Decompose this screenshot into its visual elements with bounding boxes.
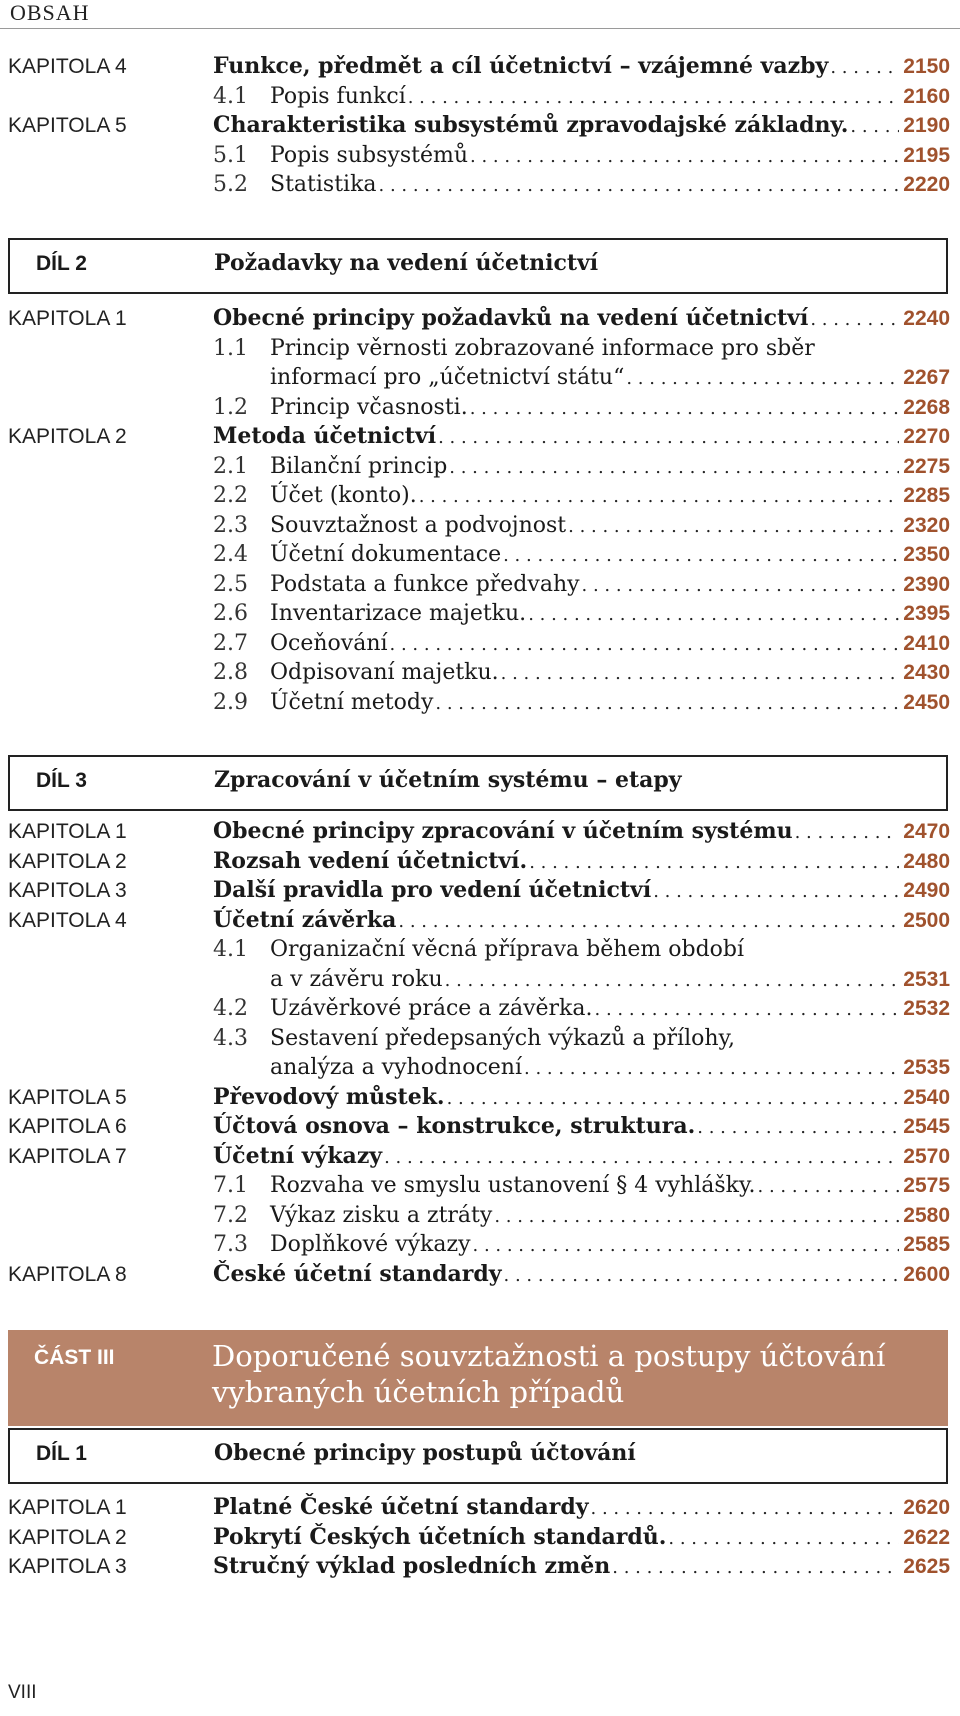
dot-leader — [582, 571, 900, 601]
entry-content — [213, 141, 950, 172]
dil-title: Obecné principy postupů účtování — [214, 1440, 636, 1466]
entry-title: Odpisovaní majetku. — [270, 660, 499, 685]
entry-content — [213, 304, 950, 335]
section-number: 1.2 — [213, 394, 248, 420]
page-ref: 2190 — [903, 114, 950, 137]
page-ref: 2532 — [903, 997, 950, 1020]
section-number: 2.2 — [213, 483, 248, 508]
dot-leader — [473, 1231, 900, 1261]
dot-leader — [524, 1054, 899, 1084]
dil-title: Zpracování v účetním systému – etapy — [214, 767, 682, 793]
entry-title: Platné České účetní standardy — [213, 1494, 589, 1520]
entry-title: Metoda účetnictví — [213, 423, 437, 449]
entry-title: Funkce, předmět a cíl účetnictví – vzájemné vazby — [213, 53, 829, 79]
page-ref: 2545 — [903, 1115, 950, 1138]
entry-content — [213, 1493, 950, 1524]
chapter-label: KAPITOLA 1 — [8, 307, 127, 330]
page-ref: 2622 — [903, 1525, 950, 1549]
entry-content — [213, 481, 950, 512]
entry-title: Další pravidla pro vedení účetnictví — [213, 877, 652, 903]
entry-title: Rozsah vedení účetnictví. — [213, 847, 528, 874]
dot-leader — [390, 630, 900, 660]
dot-leader — [591, 1494, 900, 1524]
page-ref: 2470 — [903, 820, 950, 843]
entry-content — [213, 170, 950, 201]
entry-content — [213, 511, 950, 542]
page-ref: 2275 — [903, 454, 950, 478]
dot-leader — [445, 966, 900, 996]
chapter-label: KAPITOLA 3 — [8, 879, 127, 902]
page-ref: 2575 — [903, 1174, 950, 1197]
dot-leader — [568, 512, 899, 542]
entry-title: Převodový můstek. — [213, 1083, 445, 1110]
dot-leader — [810, 305, 899, 335]
entry-title: Doplňkové výkazy — [270, 1232, 471, 1257]
dot-leader — [504, 1261, 900, 1291]
dot-leader — [419, 482, 900, 512]
entry-title: Obecné principy požadavků na vedení účetnictví — [213, 305, 809, 331]
entry-title: Princip věrnosti zobrazované informace pro sběr — [270, 335, 815, 361]
page-ref: 2480 — [903, 849, 950, 873]
section-number: 4.1 — [213, 83, 248, 109]
entry-content — [213, 599, 950, 630]
entry-content — [213, 452, 950, 483]
dil-2-box — [8, 238, 948, 294]
page-ref: 2195 — [903, 143, 950, 167]
chapter-label: KAPITOLA 5 — [8, 114, 127, 137]
page-ref: 2625 — [903, 1555, 950, 1578]
entry-title: Obecné principy zpracování v účetním systému — [213, 818, 793, 844]
entry-title: Princip včasnosti. — [270, 394, 468, 420]
entry-content — [213, 52, 950, 83]
entry-content — [213, 965, 950, 996]
dot-leader — [668, 1524, 899, 1554]
entry-title: Podstata a funkce předvahy — [270, 571, 580, 597]
dot-leader — [408, 83, 900, 113]
page-ref: 2150 — [903, 55, 950, 78]
toc-entry — [0, 82, 960, 112]
toc-entry — [0, 876, 960, 906]
chapter-label: KAPITOLA 4 — [8, 55, 127, 78]
toc-entry — [0, 1201, 960, 1231]
entry-title: Účetní závěrka — [213, 906, 397, 933]
section-number: 7.2 — [213, 1202, 248, 1228]
section-number: 2.4 — [213, 542, 248, 567]
page-ref: 2535 — [903, 1056, 950, 1079]
page-ref: 2580 — [903, 1203, 950, 1227]
toc-entry — [0, 481, 960, 511]
toc-entry — [0, 52, 960, 82]
entry-content — [213, 1142, 950, 1173]
entry-content — [213, 629, 950, 660]
dot-leader — [494, 1202, 899, 1232]
entry-content — [213, 422, 950, 453]
dot-leader — [447, 1084, 900, 1114]
entry-content — [213, 82, 950, 113]
toc-entry — [0, 1523, 960, 1553]
toc-entry — [0, 658, 960, 688]
entry-content — [213, 847, 950, 878]
toc-block-4 — [0, 1493, 960, 1582]
chapter-label: KAPITOLA 2 — [8, 849, 127, 873]
entry-title: Stručný výklad posledních změn — [213, 1553, 611, 1579]
chapter-label: KAPITOLA 1 — [8, 1496, 127, 1519]
page-ref: 2540 — [903, 1085, 950, 1109]
entry-content — [213, 363, 950, 394]
section-number: 2.1 — [213, 453, 248, 479]
toc-entry — [0, 570, 960, 600]
toc-entry — [0, 965, 960, 995]
entry-content — [213, 393, 950, 424]
entry-title: Pokrytí Českých účetních standardů. — [213, 1523, 667, 1550]
entry-content — [213, 994, 950, 1025]
dil-label: DÍL 2 — [36, 252, 87, 275]
entry-content — [213, 111, 950, 142]
toc-entry — [0, 422, 960, 452]
page-ref: 2285 — [903, 484, 950, 507]
dil-3-box — [8, 755, 948, 811]
toc-entry — [0, 363, 960, 393]
toc-entry — [0, 452, 960, 482]
header-divider — [0, 28, 960, 29]
page-ref: 2267 — [903, 366, 950, 389]
chapter-label: KAPITOLA 4 — [8, 908, 127, 932]
section-number: 2.9 — [213, 689, 248, 715]
cast-label: ČÁST III — [34, 1346, 115, 1369]
chapter-label: KAPITOLA 8 — [8, 1262, 127, 1286]
toc-block-1 — [0, 52, 960, 200]
dot-leader — [529, 848, 899, 878]
page-ref: 2268 — [903, 395, 950, 419]
dot-leader — [697, 1113, 899, 1143]
entry-content — [213, 1112, 950, 1143]
toc-entry — [0, 935, 960, 965]
dot-leader — [850, 112, 899, 142]
cast-iii-band — [8, 1330, 948, 1426]
toc-entry — [0, 170, 960, 200]
toc-entry — [0, 994, 960, 1024]
dot-leader — [384, 1143, 899, 1173]
entry-content — [213, 906, 950, 937]
section-number: 5.2 — [213, 172, 248, 197]
cast-title: Doporučené souvztažnosti a postupy účtování vybraných účetních případů — [212, 1339, 886, 1409]
page-ref: 2531 — [903, 967, 950, 991]
page-ref: 2620 — [903, 1496, 950, 1519]
section-number: 7.1 — [213, 1173, 248, 1198]
page-ref: 2430 — [903, 661, 950, 684]
entry-title: Bilanční princip — [270, 453, 448, 479]
chapter-label: KAPITOLA 6 — [8, 1115, 127, 1138]
dot-leader — [470, 142, 899, 172]
toc-entry — [0, 688, 960, 718]
entry-title: Účtová osnova – konstrukce, struktura. — [213, 1113, 696, 1139]
entry-content — [213, 1523, 950, 1554]
page-ref: 2320 — [903, 513, 950, 537]
toc-entry — [0, 1260, 960, 1290]
entry-title: Uzávěrkové práce a závěrka. — [270, 996, 593, 1021]
section-number: 2.5 — [213, 571, 248, 597]
section-number: 2.8 — [213, 660, 248, 685]
dot-leader — [795, 818, 900, 848]
entry-title: Účet (konto). — [270, 483, 417, 508]
dot-leader — [503, 541, 899, 571]
section-number: 2.6 — [213, 601, 248, 626]
entry-content — [213, 334, 950, 364]
entry-title: Organizační věcná příprava během období — [270, 937, 745, 962]
toc-entry — [0, 511, 960, 541]
page-header: OBSAH — [10, 0, 90, 25]
entry-content — [213, 1024, 950, 1054]
dot-leader — [528, 600, 899, 630]
toc-entry — [0, 1112, 960, 1142]
toc-entry — [0, 906, 960, 936]
entry-title: analýza a vyhodnocení — [270, 1055, 522, 1080]
dot-leader — [612, 1553, 899, 1583]
entry-content — [213, 1260, 950, 1291]
entry-content — [213, 570, 950, 601]
section-number: 2.7 — [213, 630, 248, 656]
toc-block-3 — [0, 817, 960, 1289]
entry-title: Účetní metody — [270, 689, 434, 715]
entry-content — [213, 935, 950, 965]
chapter-label: KAPITOLA 2 — [8, 425, 127, 448]
dot-leader — [379, 171, 900, 201]
page-ref: 2585 — [903, 1233, 950, 1256]
section-number: 4.1 — [213, 937, 248, 962]
dil-label: DÍL 3 — [36, 769, 87, 792]
chapter-label: KAPITOLA 3 — [8, 1555, 127, 1578]
entry-title: Účetní výkazy — [213, 1142, 383, 1169]
toc-entry — [0, 817, 960, 847]
toc-entry — [0, 111, 960, 141]
entry-content — [213, 658, 950, 689]
dot-leader — [653, 877, 899, 907]
entry-title: Rozvaha ve smyslu ustanovení § 4 vyhlášky. — [270, 1173, 756, 1198]
page-ref: 2390 — [903, 572, 950, 596]
dot-leader — [435, 689, 899, 719]
toc-entry — [0, 334, 960, 364]
page-ref: 2160 — [903, 84, 950, 108]
toc-entry — [0, 1142, 960, 1172]
dot-leader — [758, 1172, 900, 1202]
toc-entry — [0, 393, 960, 423]
dil-label: DÍL 1 — [36, 1442, 87, 1465]
dot-leader — [830, 53, 899, 83]
dot-leader — [626, 364, 899, 394]
entry-title: Účetní dokumentace — [270, 542, 502, 567]
entry-content — [213, 540, 950, 571]
toc-entry — [0, 141, 960, 171]
entry-content — [213, 1201, 950, 1232]
entry-title: Popis subsystémů — [270, 142, 468, 168]
toc-entry — [0, 1493, 960, 1523]
section-number: 1.1 — [213, 335, 248, 361]
entry-content — [213, 688, 950, 719]
entry-title: Inventarizace majetku. — [270, 601, 527, 626]
page-ref: 2490 — [903, 879, 950, 902]
entry-content — [213, 817, 950, 848]
page-ref: 2600 — [903, 1262, 950, 1286]
dot-leader — [470, 394, 900, 424]
entry-content — [213, 1171, 950, 1202]
entry-title: České účetní standardy — [213, 1260, 502, 1287]
entry-title: Souvztažnost a podvojnost — [270, 512, 567, 538]
entry-content — [213, 1552, 950, 1583]
entry-content — [213, 1053, 950, 1084]
entry-title: Sestavení předepsaných výkazů a přílohy, — [270, 1025, 736, 1051]
entry-content — [213, 1083, 950, 1114]
toc-entry — [0, 1552, 960, 1582]
dot-leader — [438, 423, 899, 453]
entry-title: informací pro „účetnictví státu“ — [270, 365, 625, 390]
section-number: 5.1 — [213, 142, 248, 168]
page-ref: 2500 — [903, 908, 950, 932]
chapter-label: KAPITOLA 7 — [8, 1144, 127, 1168]
entry-title: Výkaz zisku a ztráty — [270, 1202, 493, 1228]
dot-leader — [449, 453, 899, 483]
entry-title: a v závěru roku — [270, 966, 443, 992]
toc-entry — [0, 847, 960, 877]
entry-title: Statistika — [270, 172, 377, 197]
page-ref: 2395 — [903, 602, 950, 625]
page-ref: 2410 — [903, 631, 950, 655]
entry-content — [213, 876, 950, 907]
entry-title: Popis funkcí — [270, 83, 406, 109]
toc-entry — [0, 540, 960, 570]
page-number: VIII — [8, 1682, 37, 1703]
page-ref: 2220 — [903, 173, 950, 196]
page-ref: 2450 — [903, 690, 950, 714]
page-ref: 2350 — [903, 543, 950, 566]
toc-entry — [0, 599, 960, 629]
section-number: 2.3 — [213, 512, 248, 538]
toc-entry — [0, 304, 960, 334]
toc-entry — [0, 1024, 960, 1054]
toc-entry — [0, 1053, 960, 1083]
entry-content — [213, 1230, 950, 1261]
toc-entry — [0, 629, 960, 659]
page-ref: 2270 — [903, 425, 950, 448]
chapter-label: KAPITOLA 1 — [8, 820, 127, 843]
toc-block-2 — [0, 304, 960, 717]
toc-entry — [0, 1230, 960, 1260]
dot-leader — [595, 995, 900, 1025]
page-ref: 2570 — [903, 1144, 950, 1168]
dil-title: Požadavky na vedení účetnictví — [214, 250, 599, 276]
page-ref: 2240 — [903, 307, 950, 330]
dot-leader — [398, 907, 899, 937]
chapter-label: KAPITOLA 5 — [8, 1085, 127, 1109]
toc-entry — [0, 1171, 960, 1201]
toc-entry — [0, 1083, 960, 1113]
chapter-label: KAPITOLA 2 — [8, 1525, 127, 1549]
dil-1-box — [8, 1428, 948, 1484]
section-number: 7.3 — [213, 1232, 248, 1257]
dot-leader — [501, 659, 900, 689]
section-number: 4.3 — [213, 1025, 248, 1051]
entry-title: Charakteristika subsystémů zpravodajské základny. — [213, 112, 849, 138]
section-number: 4.2 — [213, 996, 248, 1021]
entry-title: Oceňování — [270, 630, 388, 656]
